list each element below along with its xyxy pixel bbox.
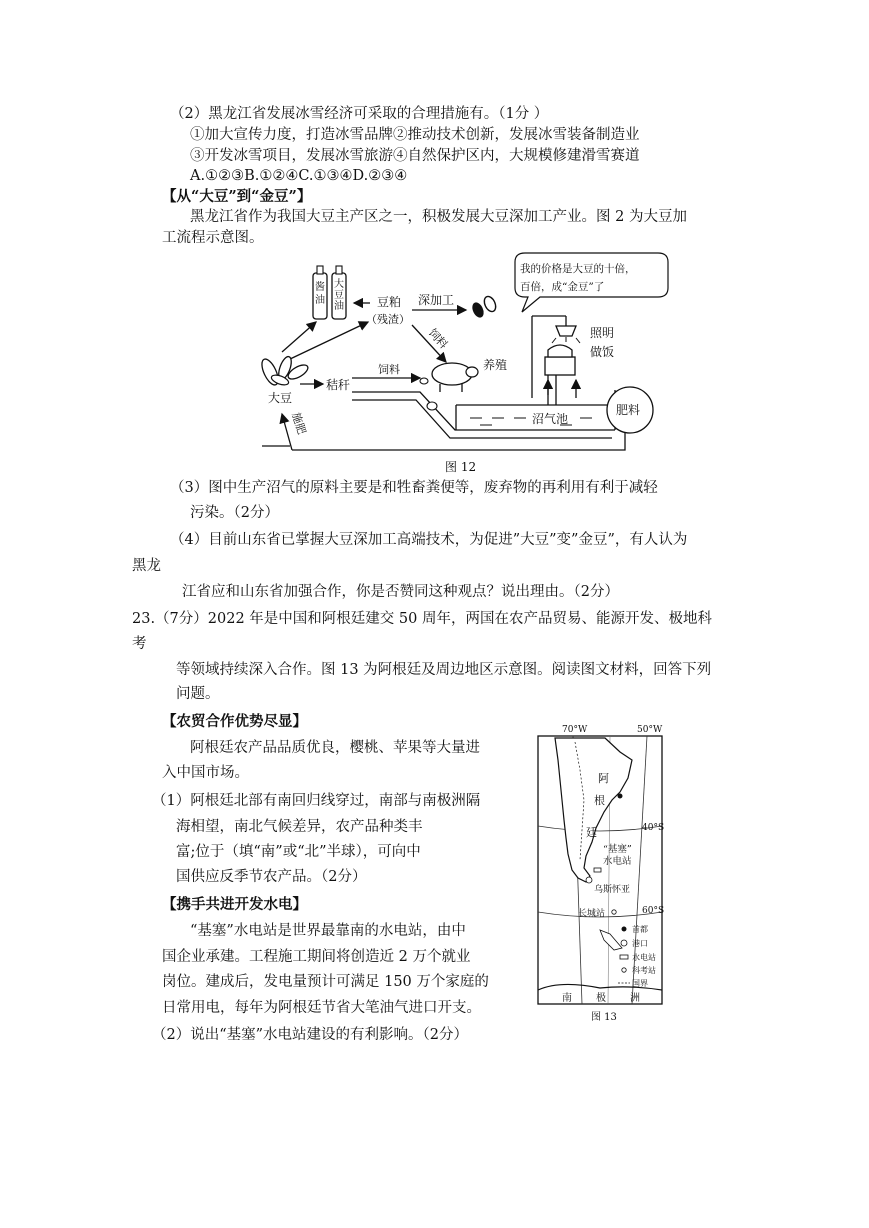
legend-hydro: 水电站 bbox=[632, 953, 656, 962]
figure-12 bbox=[250, 248, 670, 480]
soy-sauce-label: 酱油 bbox=[315, 282, 325, 306]
stove-icon bbox=[548, 345, 572, 357]
q23-line3: 等领域持续深入合作。图 13 为阿根廷及周边地区示意图。阅读图文材料，回答下列 bbox=[176, 662, 712, 678]
q23-line1: 23.（7分）2022 年是中国和阿根廷建交 50 周年，两国在农产品贸易、能源开发、极地科 bbox=[132, 611, 712, 627]
q2-stem: （2）黑龙江省发展冰雪经济可采取的合理措施有。（1分 ） bbox=[170, 106, 549, 122]
section3-heading: 【携手共进开发水电】 bbox=[162, 896, 307, 913]
port-icon bbox=[586, 877, 592, 883]
feed2-label: 饲料 bbox=[378, 363, 400, 376]
great-wall-station-label: 长城站 bbox=[578, 909, 606, 919]
lat-40s-label: 40°S bbox=[642, 823, 665, 833]
biogas-pool-label: 沼气池 bbox=[532, 412, 569, 426]
section2-para-line1: 阿根廷农产品品质优良，樱桃、苹果等大量进 bbox=[190, 740, 480, 756]
antarctica-label-2: 极 bbox=[596, 993, 606, 1004]
section3-para-line1: “基塞”水电站是世界最靠南的水电站，由中 bbox=[190, 923, 466, 939]
q23-1-line2: 海相望，南北气候差异，农产品种类丰 bbox=[176, 819, 423, 835]
section1-para-line2: 工流程示意图。 bbox=[162, 230, 264, 246]
lighting-label: 照明 bbox=[590, 326, 615, 340]
q23-line4: 问题。 bbox=[176, 686, 220, 702]
fertilizer-label: 肥料 bbox=[616, 403, 641, 417]
station-type-label: 水电站 bbox=[603, 856, 632, 867]
legend-border: 国界 bbox=[632, 979, 648, 988]
ushuaia-label: 乌斯怀亚 bbox=[594, 885, 631, 895]
lat-60s-label: 60°S bbox=[642, 906, 665, 916]
soy-oil-label: 大豆油 bbox=[334, 279, 344, 312]
station-name-label: “基塞” bbox=[603, 844, 632, 855]
feed1-label: 饲料 bbox=[425, 326, 451, 352]
capital-marker-icon bbox=[618, 794, 623, 799]
country-ting-label: 廷 bbox=[586, 826, 597, 839]
golden-bean-icon bbox=[482, 295, 498, 314]
figure13-caption: 图 13 bbox=[591, 1012, 617, 1023]
q4-line2: 黑龙 bbox=[132, 558, 161, 574]
bubble-line2: 百倍，成“金豆”了 bbox=[520, 281, 605, 293]
cooking-label: 做饭 bbox=[590, 345, 615, 359]
q4-line1: （4）目前山东省已掌握大豆深加工高端技术，为促进”大豆”变”金豆”，有人认为 bbox=[170, 532, 688, 548]
pig-icon bbox=[432, 363, 478, 392]
golden-bean-icon bbox=[470, 301, 486, 320]
figure12-caption: 图 12 bbox=[445, 460, 477, 474]
residue-label: （残渣） bbox=[366, 313, 410, 326]
bubble-line1: 我的价格是大豆的十倍， bbox=[520, 263, 636, 275]
q23-2-line1: （2）说出“基塞”水电站建设的有利影响。（2分） bbox=[152, 1027, 469, 1043]
fertilize-label: 施肥 bbox=[289, 410, 309, 436]
figure-13-map bbox=[530, 718, 675, 1026]
hydro-station-icon bbox=[594, 868, 601, 872]
q2-choices: A.①②③B.①②④C.①③④D.②③④ bbox=[190, 168, 408, 184]
q2-options-line2: ③开发冰雪项目，发展冰雪旅游④自然保护区内，大规模修建滑雪赛道 bbox=[190, 148, 640, 164]
section2-para-line2: 入中国市场。 bbox=[162, 765, 249, 781]
antarctica-label-1: 南 bbox=[562, 993, 572, 1004]
section2-heading: 【农贸合作优势尽显】 bbox=[162, 713, 307, 730]
country-a-label: 阿 bbox=[598, 772, 609, 785]
section1-para-line1: 黑龙江省作为我国大豆主产区之一，积极发展大豆深加工产业。图 2 为大豆加 bbox=[190, 209, 687, 225]
soybean-icon bbox=[259, 355, 310, 387]
q3-line2: 污染。（2分） bbox=[190, 505, 279, 521]
q4-line3: 江省应和山东省加强合作，你是否赞同这种观点？说出理由。（2分） bbox=[182, 584, 619, 600]
antarctica-label-3: 洲 bbox=[630, 993, 640, 1004]
bean-cake-label: 豆粕 bbox=[377, 295, 402, 309]
q3-line1: （3）图中生产沼气的原料主要是和牲畜粪便等，废弃物的再利用有利于减轻 bbox=[170, 480, 658, 496]
lon-50w-label: 50°W bbox=[637, 725, 663, 735]
q23-1-line3: 富;位于（填“南”或“北”半球），可向中 bbox=[176, 844, 421, 860]
q2-options-line1: ①加大宣传力度，打造冰雪品牌②推动技术创新，发展冰雪装备制造业 bbox=[190, 127, 640, 143]
q23-1-line4: 国供应反季节农产品。（2分） bbox=[176, 869, 367, 885]
legend-capital: 首都 bbox=[632, 925, 648, 934]
section3-para-line4: 日常用电，每年为阿根廷节省大笔油气进口开支。 bbox=[162, 1000, 481, 1016]
straw-label: 秸秆 bbox=[326, 378, 351, 392]
soybean-label: 大豆 bbox=[268, 391, 293, 405]
legend-research: 科考站 bbox=[632, 966, 656, 975]
legend-port: 港口 bbox=[632, 939, 648, 948]
lon-70w-label: 70°W bbox=[562, 725, 588, 735]
section1-heading: 【从“大豆”到“金豆”】 bbox=[162, 188, 312, 205]
section3-para-line3: 岗位。建成后，发电量预计可满足 150 万个家庭的 bbox=[162, 974, 489, 990]
section3-para-line2: 国企业承建。工程施工期间将创造近 2 万个就业 bbox=[162, 949, 471, 965]
country-gen-label: 根 bbox=[594, 794, 605, 807]
q23-1-line1: （1）阿根廷北部有南回归线穿过，南部与南极洲隔 bbox=[152, 793, 481, 809]
breeding-label: 养殖 bbox=[483, 358, 508, 372]
research-station-icon bbox=[612, 910, 616, 914]
lamp-icon bbox=[552, 326, 580, 343]
q23-line2: 考 bbox=[132, 636, 147, 652]
deep-processing-label: 深加工 bbox=[418, 293, 455, 307]
